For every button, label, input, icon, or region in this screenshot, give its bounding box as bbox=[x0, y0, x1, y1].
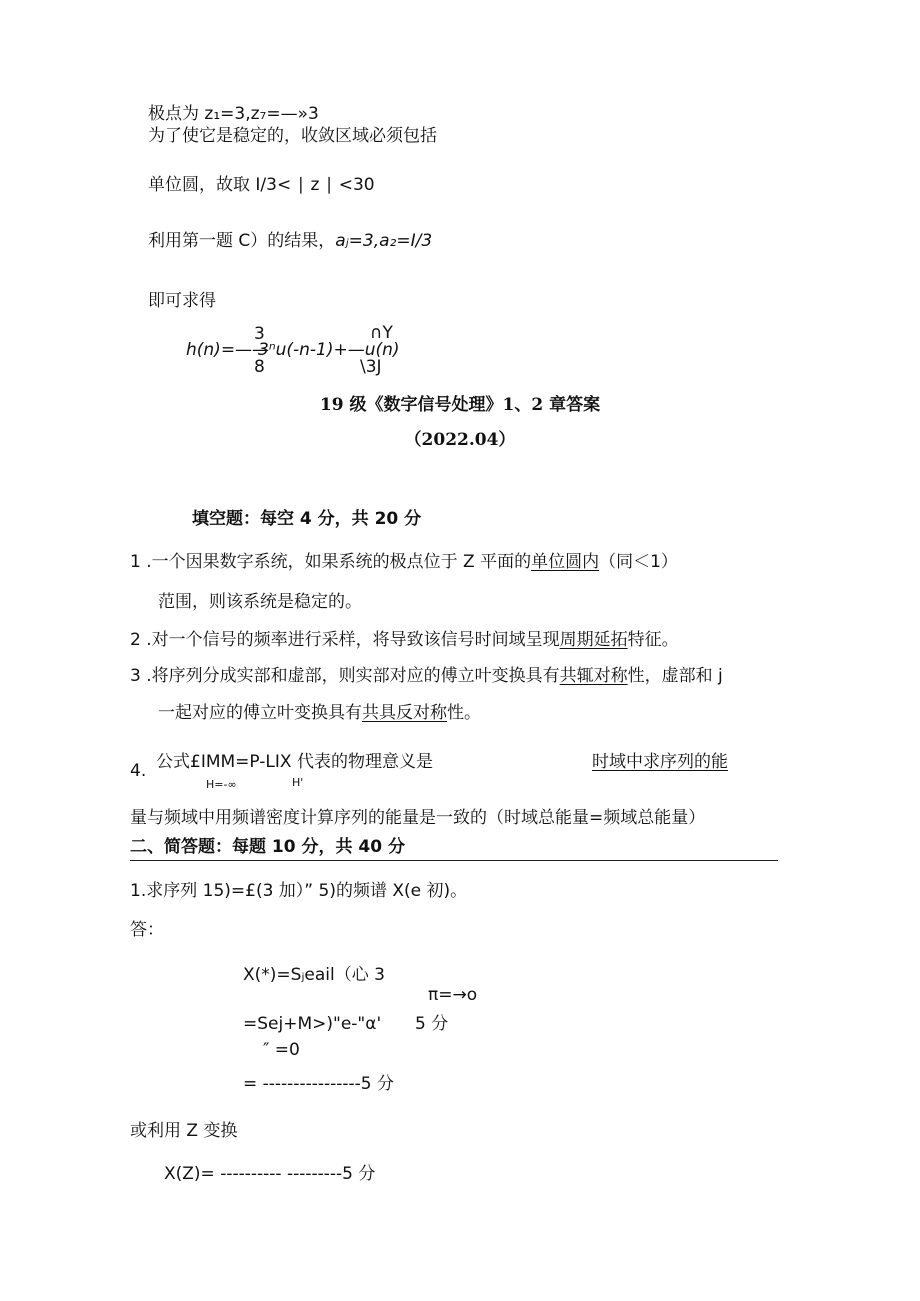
thus-line: 即可求得 bbox=[148, 291, 216, 311]
z-transform-line: X(Z)= ---------- ---------5 分 bbox=[164, 1164, 376, 1184]
page-date: （2022.04） bbox=[404, 430, 516, 450]
formula-lhs: h(n)=—— bbox=[186, 340, 270, 360]
fill-q3-cont-post: 性。 bbox=[447, 703, 481, 723]
fill-q4-answer: 时域中求序列的能 bbox=[592, 752, 728, 772]
formula-right-bottom: \3J bbox=[360, 357, 382, 377]
fill-q2-post: 特征。 bbox=[627, 630, 679, 650]
solution-line-2-sub: ″ =0 bbox=[263, 1040, 300, 1060]
fill-q3-cont-answer: 共具反对称 bbox=[362, 703, 447, 723]
fill-q2-text: .对一个信号的频率进行采样，将导致该信号时间域呈现 bbox=[146, 630, 560, 650]
fill-section-heading: 填空题：每空 4 分，共 20 分 bbox=[192, 509, 422, 529]
fill-q1 bbox=[130, 551, 678, 573]
formula-right-top: ∩Y bbox=[370, 323, 393, 343]
fill-q3-text: .将序列分成实部和虚部，则实部对应的傅立叶变换具有 bbox=[146, 666, 560, 686]
solution-line-3: = ----------------5 分 bbox=[243, 1074, 395, 1094]
fill-q3 bbox=[130, 665, 723, 687]
formula-mid: 3ⁿu(-n-1)+—u(n) bbox=[258, 340, 400, 360]
fill-q4-continuation: 量与频域中用频谱密度计算序列的能量是一致的（时域总能量=频域总能量） bbox=[130, 808, 706, 828]
solution-line-2: =Sej+M>)"e-"α' bbox=[243, 1014, 382, 1034]
fill-q1-continuation: 范围，则该系统是稳定的。 bbox=[158, 592, 362, 612]
use-prev-text: 利用第一题 C）的结果， bbox=[148, 231, 336, 251]
roc-line: 单位圆，故取 I/3< ∣ z ∣ <30 bbox=[148, 175, 375, 195]
fill-q4-sub-2: H' bbox=[292, 776, 304, 789]
fill-q3-cont-text: 一起对应的傅立叶变换具有 bbox=[158, 703, 362, 723]
use-prev-line bbox=[148, 230, 432, 252]
answer-label: 答： bbox=[130, 920, 164, 940]
fill-q3-answer: 共辄对称 bbox=[559, 666, 628, 686]
fill-q1-post: （同＜1） bbox=[599, 552, 678, 572]
fill-q4-text: 公式£IMM=P-LIX 代表的物理意义是 bbox=[156, 752, 433, 772]
solution-line-1-sub: π=→o bbox=[428, 985, 478, 1005]
fill-q1-text: .一个因果数字系统，如果系统的极点位于 Z 平面的 bbox=[146, 552, 532, 572]
z-method-label: 或利用 Z 变换 bbox=[130, 1121, 238, 1141]
page-title: 19 级《数字信号处理》1、2 章答案 bbox=[319, 395, 601, 415]
fill-q2-answer: 周期延拓 bbox=[559, 630, 628, 650]
formula-frac-denominator: 8 bbox=[254, 357, 265, 377]
fill-q1-number: 1 bbox=[130, 552, 141, 572]
formula-frac-numerator: 3 bbox=[254, 324, 265, 344]
fill-q4-number: 4. bbox=[130, 761, 147, 781]
fill-q3-number: 3 bbox=[130, 666, 141, 686]
fill-q4-sub-1: H=-∞ bbox=[206, 778, 237, 791]
poles-line: 极点为 z₁=3,z₇=—»3 bbox=[148, 104, 319, 124]
short-q1: 1.求序列 15)=£(3 加）” 5)的频谱 X(e 初)。 bbox=[130, 881, 468, 901]
stability-line: 为了使它是稳定的，收敛区域必须包括 bbox=[148, 126, 437, 146]
fill-q2-number: 2 bbox=[130, 630, 141, 650]
short-section-heading: 二、简答题：每题 10 分，共 40 分 bbox=[130, 837, 405, 857]
fill-q3-post: 性，虚部和 j bbox=[627, 666, 723, 686]
fill-q1-answer: 单位圆内 bbox=[531, 552, 600, 572]
fill-q3-continuation bbox=[158, 702, 481, 724]
use-prev-values: aⱼ=3,a₂=I/3 bbox=[335, 231, 433, 251]
fill-q2 bbox=[130, 629, 679, 651]
solution-line-1: X(*)=Sⱼeail（心 3 bbox=[243, 965, 385, 985]
section-divider bbox=[130, 860, 778, 861]
solution-line-2-score: 5 分 bbox=[415, 1014, 449, 1034]
